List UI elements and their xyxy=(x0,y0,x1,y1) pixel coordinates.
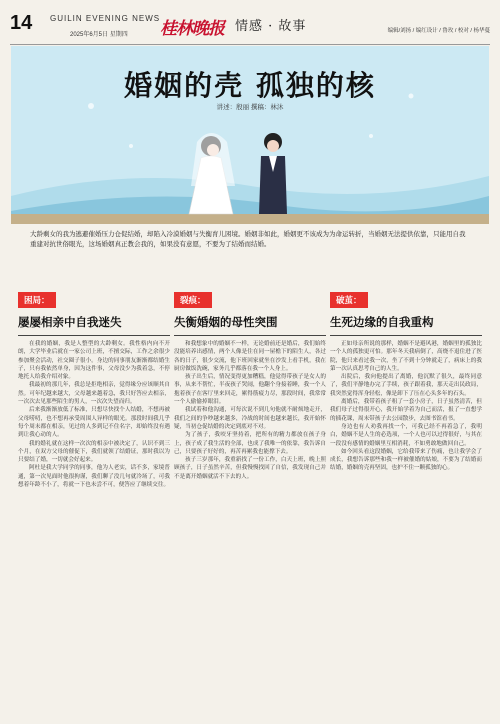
paragraph: 正如母亲所说的那样，婚姻不是避风港，婚姻里的孤独比一个人的孤独更可怕。那年冬天我病倒了，高烧不退住进了医院，他只来看过我一次，坐了不到十分钟就走了，病床上的我第一次认真思考自己的人生。 xyxy=(330,341,482,372)
column-divider xyxy=(174,335,326,336)
column-body xyxy=(174,340,326,481)
column-body xyxy=(330,340,482,473)
paragraph: 我试着和他沟通，可每次说不到几句他就不耐烦地走开，我们之间的争吵越来越多，冷战的时间也越来越长，我开始怀疑，当初仓促结婚的决定到底对不对。 xyxy=(174,407,326,430)
column-heading: 屡屡相亲中自我迷失 xyxy=(18,317,122,329)
paragraph: 孩子出生后，情况变得更加糟糕，他觉得带孩子是女人的事，从来不帮忙，半夜孩子哭闹，他翻个身接着睡，我一个人抱着孩子在客厅里来回走，累得筋疲力尽，那段时间，我常常一个人偷偷掉眼泪。 xyxy=(174,374,326,406)
column-tag: 困局： xyxy=(18,292,56,308)
paragraph: 出院后，我向他提出了离婚，他沉默了很久，最终同意了，我们平静地办完了手续，孩子跟着我，那天走出民政局，我突然觉得浑身轻松，像是卸下了压在心头多年的石头。 xyxy=(330,374,482,397)
paragraph: 和我想象中的婚姻不一样，无论婚前还是婚后，我们始终没能培养出感情，两个人像是住在同一屋檐下的陌生人，各过各的日子，很少交流，他下班回家就坐在沙发上看手机，我在厨房做饭洗碗，家务几乎都落在我一个人身上。 xyxy=(174,341,326,372)
paragraph: 我的婚礼就在这样一次次的相亲中被决定了，认识不到三个月，在双方父母的催促下，我们就领了结婚证，那时我以为只要结了婚，一切就会好起来。 xyxy=(18,440,170,464)
column-3 xyxy=(330,288,482,473)
groom-figure xyxy=(259,133,287,214)
column-tag: 破茧： xyxy=(330,292,368,308)
column-body xyxy=(18,340,170,489)
hero-banner xyxy=(11,46,489,224)
article-title: 婚姻的壳 孤独的核 xyxy=(124,69,376,102)
paper-name-english: GUILIN EVENING NEWS xyxy=(50,14,161,23)
paragraph: 孩子三岁那年，我重新找了一份工作，白天上班，晚上照顾孩子，日子虽然辛苦，但我慢慢找回了自信，我发现自己并不是离开婚姻就活不下去的人。 xyxy=(174,457,326,480)
paragraph: 身边也有人劝我再找一个，可我已经不再着急了，我明白，婚姻不是人生的必选项，一个人也可以过得很好，与其在一段没有感情的婚姻里互相消耗，不如勇敢地做回自己。 xyxy=(330,423,482,447)
section-name: 情感 · 故事 xyxy=(235,19,307,34)
column-heading: 生死边缘的自我重构 xyxy=(330,317,434,329)
column-divider xyxy=(18,335,170,336)
article-byline: 讲述：殷丽 撰稿：林沐 xyxy=(216,104,284,111)
header-divider xyxy=(10,44,490,45)
paragraph: 为了孩子，我咬牙坚持着，把所有的精力都放在孩子身上，孩子成了我生活的全部，也成了我唯一的依靠，我告诉自己，只要孩子好好的，再苦再累我也能撑下去。 xyxy=(174,432,326,455)
column-2 xyxy=(174,288,326,481)
paragraph: 离婚后，我带着孩子租了一套小房子，日子虽然清苦，但我们母子过得很开心，我开始学着为自己而活，报了一直想学的插花课，周末带孩子去公园散步，去图书馆看书。 xyxy=(330,399,482,422)
page-number: 14 xyxy=(10,12,33,34)
paragraph: 阿杜是我大学同学的同事，他为人老实，话不多，家境普通，第一次见面时他很拘谨，我们聊了没几句就冷场了，可我想着年龄不小了，将就一下也未尝不可，便答应了继续交往。 xyxy=(18,465,170,489)
bride-figure xyxy=(189,133,235,214)
paragraph: 我最初的那几年，我总是拒绝相亲，觉得缘分应该顺其自然。可年纪越来越大，父母越来越着急，我只好答应去相亲，一次次去见那些陌生的男人，一次次失望而归。 xyxy=(18,382,170,406)
column-tag: 裂痕： xyxy=(174,292,212,308)
column-heading: 失衡婚姻的母性突围 xyxy=(174,317,278,329)
paragraph: 如今回头看这段婚姻，它给我带来了伤痛，也让我学会了成长，我想告诉那些和我一样被催婚的姑娘，不要为了结婚而结婚，婚姻的壳再坚固，也护不住一颗孤独的心。 xyxy=(330,448,482,472)
column-divider xyxy=(330,335,482,336)
editor-credits: 编辑/刘扬 / 编红设计 / 鲁玫 / 校对 / 杨华蔓 xyxy=(387,28,490,34)
article-intro: 大龄剩女的我为逃避催婚压力仓促结婚，却陷入冷漠婚姻与失衡育儿困境。婚姻非如此，婚姻更不该成为为命运转折，当婚姻无法提供依靠，只能用自我重建对抗世俗眼光，这场婚姻真正教会我的，如果没有意愿，不要为了结婚而结婚。 xyxy=(30,231,466,248)
paragraph: 在我的婚姻，我是人整型的大龄剩女。我性格内向不开朗，大学毕业后就在一家公司上班，不擅交际，工作之余很少参加聚会活动，社交圈子很小。身边的同事朋友渐渐都结婚生子，只有我依然单身，因为这件事，父母没少为我着急，不停地托人给我介绍对象。 xyxy=(18,341,170,381)
newspaper-logo: 桂林晚报 xyxy=(160,19,224,39)
issue-date: 2025年6月5日 星期四 xyxy=(70,32,128,38)
page-header xyxy=(10,12,490,42)
paragraph: 后来我渐渐放低了标准，只想尽快找个人结婚，不想再被父母唠叨，也不想再承受周围人异样的眼光。那段时间我几乎每个周末都在相亲，见过的人多到记不住名字，却始终没有遇到让我心动的人。 xyxy=(18,407,170,439)
column-1 xyxy=(18,288,170,489)
